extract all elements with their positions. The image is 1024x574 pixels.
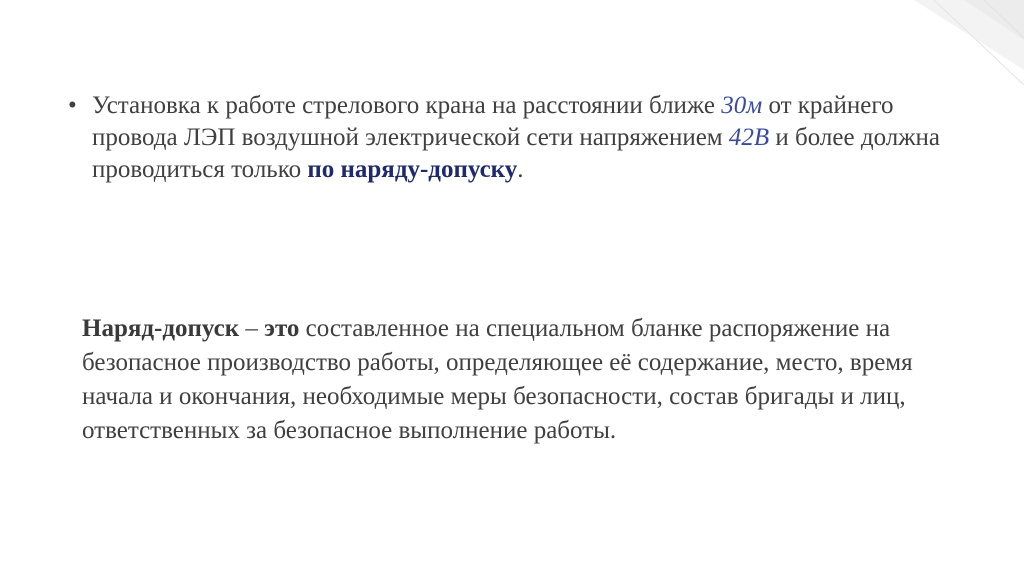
bullet-text [92, 90, 968, 186]
work-permit-emphasis: по наряду-допуску [307, 156, 518, 183]
definition-paragraph [82, 312, 962, 448]
voltage-value: 42В [728, 124, 770, 151]
bullet-text-end: . [517, 156, 524, 183]
bullet-text-part1: Установка к работе стрелового крана на расстоянии ближе [92, 92, 722, 119]
definition-term: Наряд-допуск [82, 315, 240, 342]
definition-dash: – [239, 315, 265, 342]
bullet-text-part3: и более должна проводиться только [92, 124, 940, 183]
bullet-marker: • [68, 92, 77, 119]
distance-value: 30м [721, 92, 763, 119]
definition-text: составленное на специальном бланке распоряжение на безопасное производство работы, определяющее её содержание, место, время начала и окончания, необходимые меры безопасности, состав бригады и лиц, ответственных за безопасное выполнение работы. [82, 315, 913, 444]
definition-this-word: это [264, 315, 300, 342]
bullet-paragraph [68, 90, 968, 186]
corner-decoration [874, 0, 1024, 100]
bullet-text-part2: от крайнего провода ЛЭП воздушной электрической сети напряжением [92, 92, 894, 151]
